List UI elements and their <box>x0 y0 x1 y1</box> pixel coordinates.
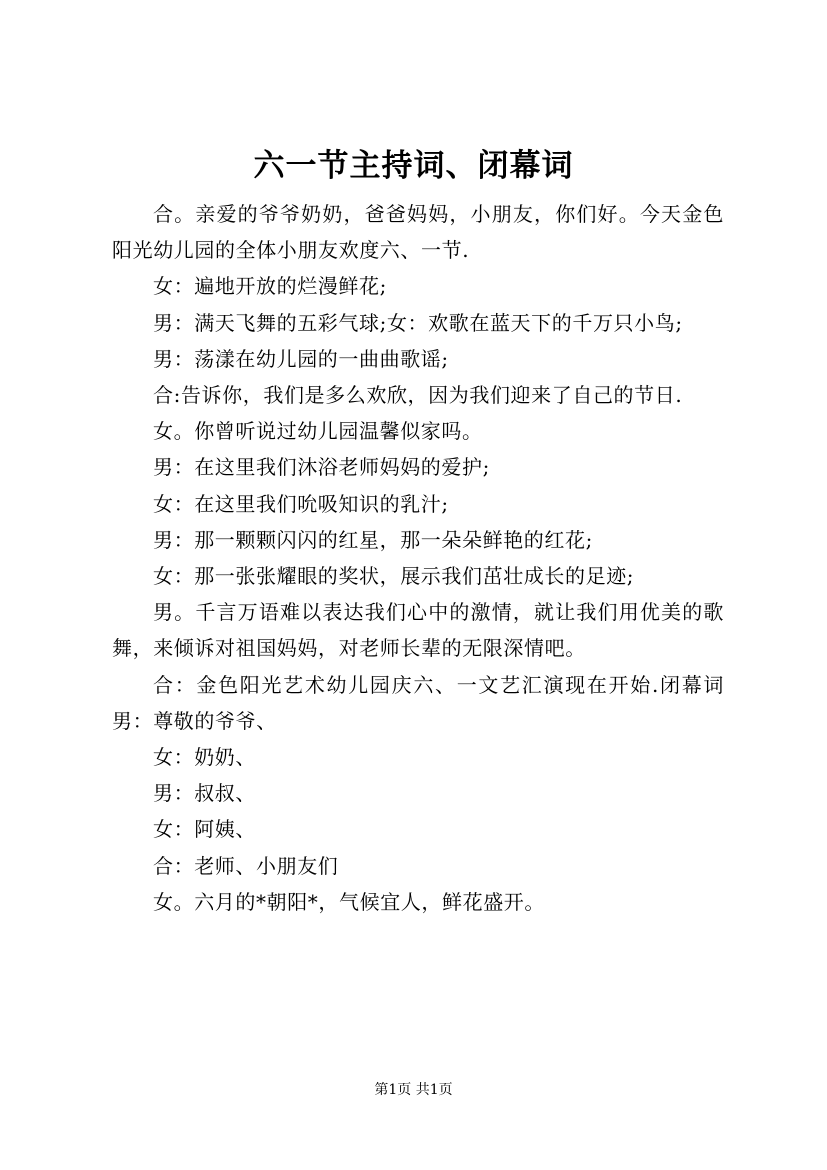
paragraph: 男：荡漾在幼儿园的一曲曲歌谣; <box>153 346 449 371</box>
paragraph: 男：那一颗颗闪闪的红星，那一朵朵鲜艳的红花; <box>153 527 593 552</box>
paragraph: 合。亲爱的爷爷奶奶，爸爸妈妈，小朋友，你们好。今天金色阳光幼儿园的全体小朋友欢度六、一节. <box>112 202 724 263</box>
paragraph: 合：老师、小朋友们 <box>153 853 339 878</box>
paragraph: 女。六月的*朝阳*，气候宜人，鲜花盛开。 <box>153 889 545 914</box>
paragraph: 女：阿姨、 <box>153 817 256 842</box>
paragraph: 男：叔叔、 <box>153 781 256 806</box>
paragraph: 男：满天飞舞的五彩气球;女：欢歌在蓝天下的千万只小鸟; <box>153 310 683 335</box>
paragraph: 男：在这里我们沐浴老师妈妈的爱护; <box>153 455 490 480</box>
paragraph: 女：那一张张耀眼的奖状，展示我们茁壮成长的足迹; <box>153 564 635 589</box>
paragraph: 男。千言万语难以表达我们心中的激情，就让我们用优美的歌舞，来倾诉对祖国妈妈，对老师长辈的无限深情吧。 <box>112 600 724 661</box>
paragraph: 女：奶奶、 <box>153 745 256 770</box>
paragraph: 女。你曾听说过幼儿园温馨似家吗。 <box>153 419 483 444</box>
document-body <box>112 196 724 920</box>
paragraph: 合：金色阳光艺术幼儿园庆六、一文艺汇演现在开始.闭幕词男：尊敬的爷爷、 <box>112 672 724 733</box>
page-footer: 第1页 共1页 <box>374 1082 453 1098</box>
document-title: 六一节主持词、闭幕词 <box>253 148 574 184</box>
paragraph: 合:告诉你，我们是多么欢欣，因为我们迎来了自己的节日. <box>153 383 683 408</box>
paragraph: 女：在这里我们吮吸知识的乳汁; <box>153 491 449 516</box>
paragraph: 女：遍地开放的烂漫鲜花; <box>153 274 387 299</box>
